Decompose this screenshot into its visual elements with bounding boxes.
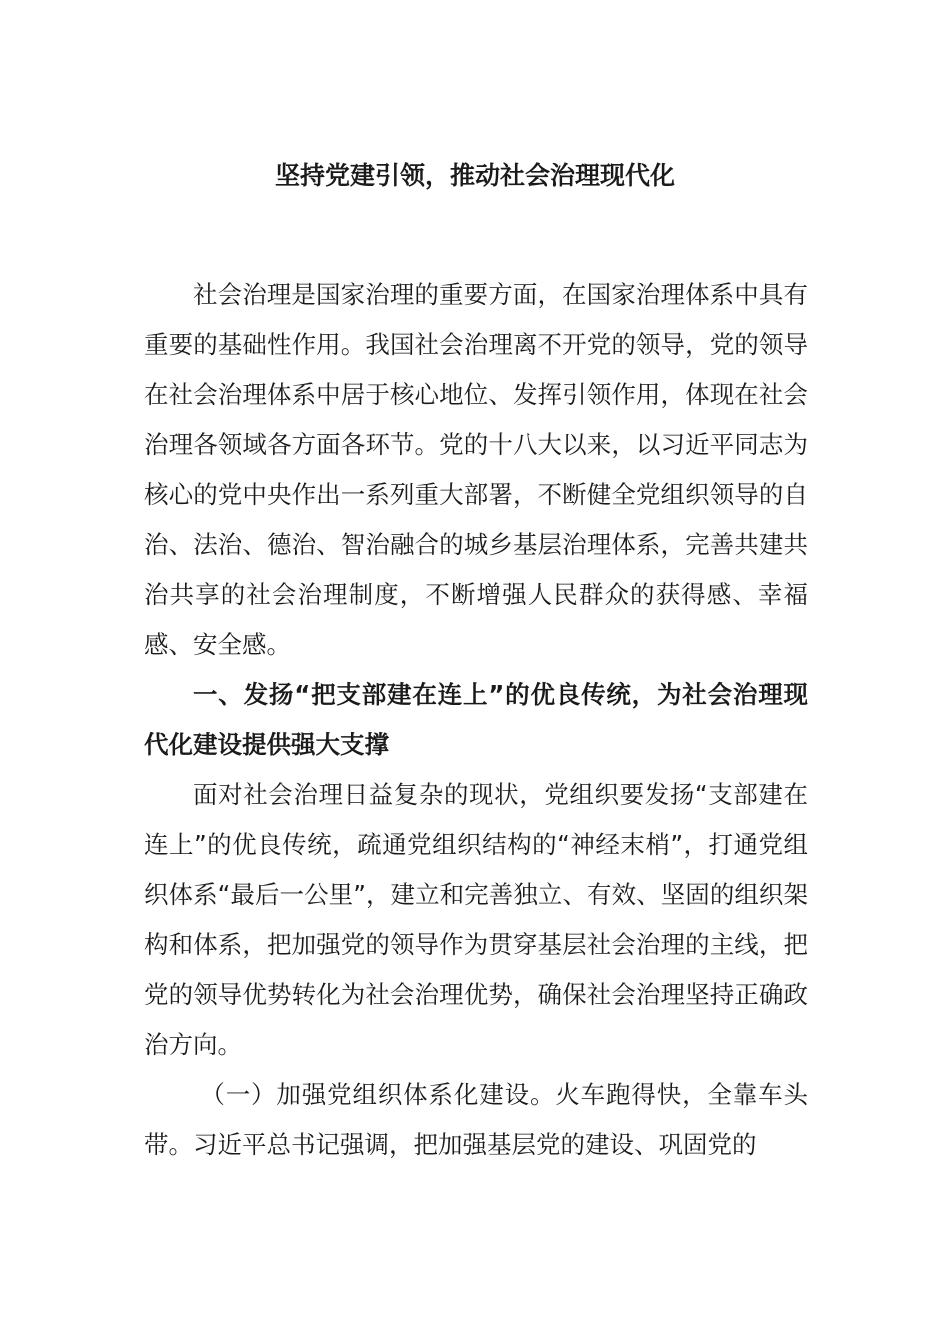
paragraph-intro: 社会治理是国家治理的重要方面，在国家治理体系中具有重要的基础性作用。我国社会治理离不开党的领导，党的领导在社会治理体系中居于核心地位、发挥引领作用，体现在社会治理各领域各方面各环节。党的十八大以来，以习近平同志为核心的党中央作出一系列重大部署，不断健全党组织领导的自治、法治、德治、智治融合的城乡基层治理体系，完善共建共治共享的社会治理制度，不断增强人民群众的获得感、幸福感、安全感。 xyxy=(144,280,808,659)
paragraph-section-1: 面对社会治理日益复杂的现状，党组织要发扬“支部建在连上”的优良传统，疏通党组织结构的“神经末梢”，打通党组织体系“最后一公里”，建立和完善独立、有效、坚固的组织架构和体系，把加强党的领导作为贯穿基层社会治理的主线，把党的领导优势转化为社会治理优势，确保社会治理坚持正确政治方向。 xyxy=(144,780,808,1059)
document-body xyxy=(144,270,808,1170)
section-heading-1: 一、发扬“把支部建在连上”的优良传统，为社会治理现代化建设提供强大支撑 xyxy=(144,680,808,759)
document-title: 坚持党建引领，推动社会治理现代化 xyxy=(274,161,675,190)
subsection-paragraph-1: （一）加强党组织体系化建设。火车跑得快，全靠车头带。习近平总书记强调，把加强基层党的建设、巩固党的 xyxy=(144,1080,808,1159)
